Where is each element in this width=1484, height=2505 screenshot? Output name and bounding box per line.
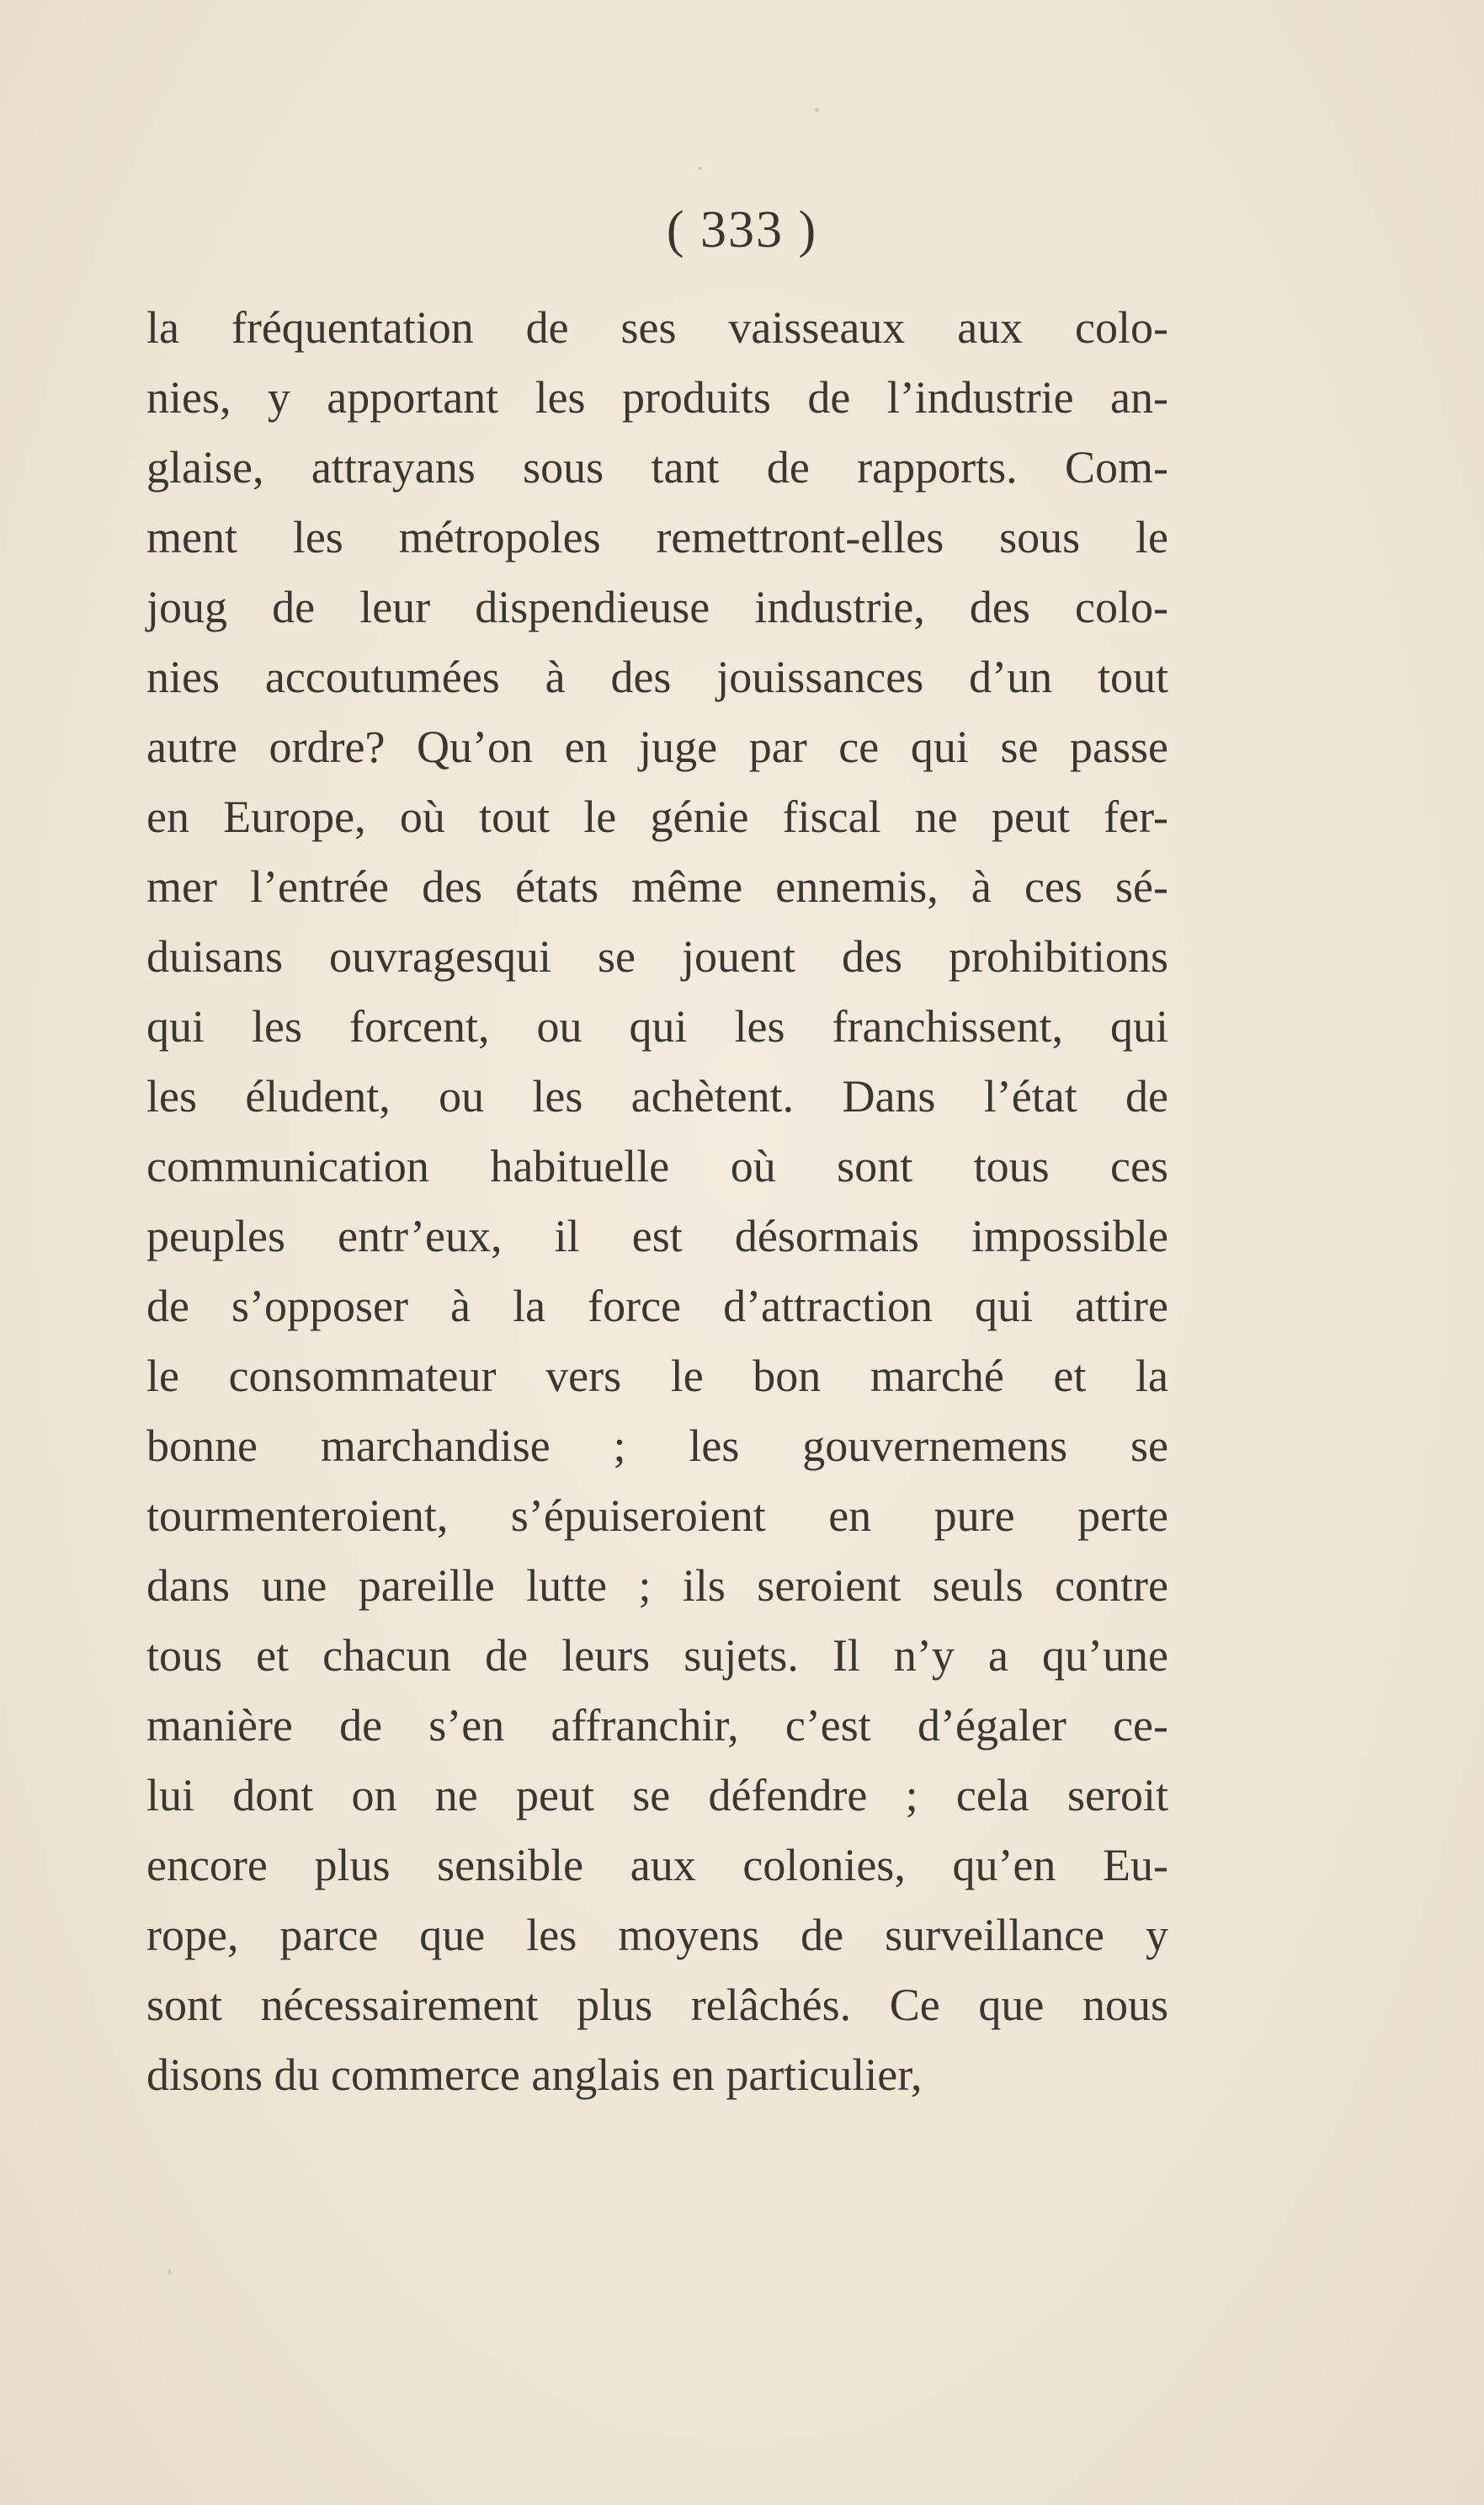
text-line: lui dont on ne peut se défendre ; cela seroit: [146, 1770, 1168, 1820]
text-line: rope, parce que les moyens de surveillance y: [146, 1910, 1168, 1960]
text-line: autre ordre? Qu’on en juge par ce qui se passe: [146, 722, 1168, 772]
text-line: disons du commerce anglais en particulier,: [146, 2049, 923, 2100]
text-line: sont nécessairement plus relâchés. Ce que nous: [146, 1980, 1168, 2030]
paper-speck: [168, 2269, 171, 2274]
text-line: le consommateur vers le bon marché et la: [146, 1351, 1168, 1401]
text-line: bonne marchandise ; les gouvernemens se: [146, 1420, 1168, 1471]
text-line: mer l’entrée des états même ennemis, à ces sé-: [146, 861, 1168, 912]
text-line: la fréquentation de ses vaisseaux aux colo-: [146, 302, 1168, 353]
paper-speck: [699, 167, 702, 170]
text-line: communication habituelle où sont tous ces: [146, 1141, 1168, 1191]
text-line: encore plus sensible aux colonies, qu’en Eu-: [146, 1840, 1168, 1890]
text-line: nies accoutumées à des jouissances d’un tout: [146, 652, 1168, 702]
text-line: de s’opposer à la force d’attraction qui attire: [146, 1281, 1168, 1331]
text-line: nies, y apportant les produits de l’industrie an-: [146, 372, 1168, 423]
text-line: joug de leur dispendieuse industrie, des colo-: [146, 582, 1168, 632]
text-line: tourmenteroient, s’épuiseroient en pure perte: [146, 1490, 1168, 1541]
text-line: en Europe, où tout le génie fiscal ne peut fer-: [146, 791, 1168, 842]
text-line: peuples entr’eux, il est désormais impossible: [146, 1211, 1168, 1261]
text-line: duisans ouvragesqui se jouent des prohibitions: [146, 931, 1168, 982]
paper-speck: [815, 108, 819, 112]
text-line: qui les forcent, ou qui les franchissent, qui: [146, 1001, 1168, 1052]
text-line: manière de s’en affranchir, c’est d’égaler ce-: [146, 1700, 1168, 1751]
text-line: dans une pareille lutte ; ils seroient seuls contre: [146, 1560, 1168, 1611]
body-text: [146, 293, 1168, 2110]
text-line: tous et chacun de leurs sujets. Il n’y a qu’une: [146, 1630, 1168, 1681]
text-line: les éludent, ou les achètent. Dans l’état de: [146, 1071, 1168, 1122]
page-number: ( 333 ): [666, 201, 818, 258]
text-line: ment les métropoles remettront-elles sous le: [146, 512, 1168, 562]
text-line: glaise, attrayans sous tant de rapports. Com-: [146, 442, 1168, 493]
